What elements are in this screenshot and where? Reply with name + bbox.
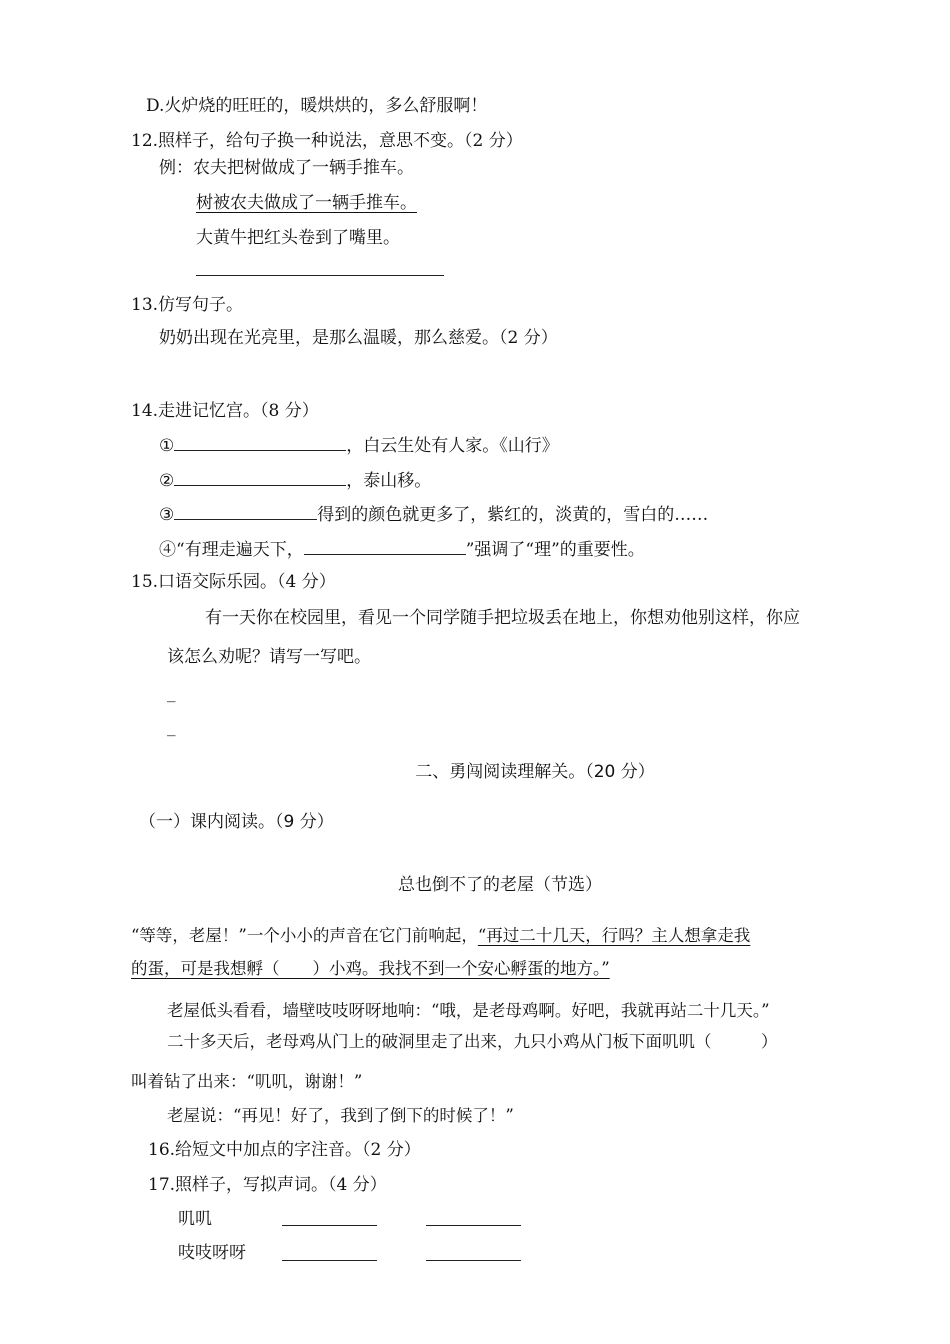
q17-title: 17.照样子，写拟声词。（4 分） [148,1175,387,1195]
passage-p2: 老屋低头看看，墙壁吱吱呀呀地响：“哦，是老母鸡啊。好吧，我就再站二十几天。” [167,1001,770,1020]
q17-word-1-blank-1[interactable] [282,1225,377,1226]
q14-item-1-text: ，白云生处有人家。《山行》 [346,436,559,456]
q14-item-4-post: ”强调了“理”的重要性。 [465,540,645,560]
passage-p3-line-1: 二十多天后，老母鸡从门上的破洞里走了出来，九只小鸡从门板下面叽叽（ ） [167,1032,778,1051]
q12-example: 例：农夫把树做成了一辆手推车。 [159,158,414,178]
q17-word-1-blank-2[interactable] [426,1225,521,1226]
passage-p1-b: “再过二十几天，行吗？主人想拿走我 [477,926,751,945]
q14-item-2-text: ，泰山移。 [346,471,432,491]
q13-sentence: 奶奶出现在光亮里，是那么温暖，那么慈爱。（2 分） [159,328,558,348]
q14-item-4-pre: ④“有理走遍天下， [159,540,304,560]
q14-item-3-blank[interactable] [174,503,317,520]
q14-title: 14.走进记忆宫。（8 分） [131,401,319,421]
q14-item-1-num: ① [159,436,175,456]
q14-item-2-num: ② [159,471,175,491]
q15-answer-line-1[interactable]: _ [167,683,176,703]
q12-task-sentence: 大黄牛把红头卷到了嘴里。 [196,228,400,248]
q12-title: 12.照样子，给句子换一种说法，意思不变。（2 分） [131,131,523,151]
passage-p1-line-2: 的蛋，可是我想孵（ ）小鸡。我找不到一个安心孵蛋的地方。” [131,959,610,978]
q14-item-3 [159,503,708,526]
q14-item-4-blank[interactable] [304,538,466,555]
q15-prompt-line-1: 有一天你在校园里，看见一个同学随手把垃圾丢在地上，你想劝他别这样，你应 [205,608,800,628]
q16-title: 16.给短文中加点的字注音。（2 分） [148,1140,421,1160]
q17-word-1: 叽叽 [178,1209,212,1229]
passage-p3-line-2: 叫着钻了出来：“叽叽，谢谢！” [131,1072,363,1091]
q12-example-answer: 树被农夫做成了一辆手推车。 [196,193,417,213]
q15-prompt-line-2: 该怎么劝呢？请写一写吧。 [167,647,371,667]
q14-item-1 [159,434,559,457]
q14-item-2 [159,469,431,492]
q15-title: 15.口语交际乐园。（4 分） [131,572,336,592]
passage-p1-line-1 [131,925,750,947]
q11-option-d: D.火炉烧的旺旺的，暖烘烘的，多么舒服啊！ [146,96,488,116]
q17-word-2-blank-2[interactable] [426,1260,521,1261]
q17-word-2-blank-1[interactable] [282,1260,377,1261]
q17-word-2: 吱吱呀呀 [178,1243,246,1263]
section-2-part-1: （一）课内阅读。（9 分） [139,812,334,832]
passage-title: 总也倒不了的老屋（节选） [398,875,602,895]
q13-title: 13.仿写句子。 [131,295,244,315]
q14-item-3-num: ③ [159,505,175,525]
q14-item-2-blank[interactable] [174,469,346,486]
section-2-title: 二、勇闯阅读理解关。（20 分） [415,762,655,782]
q12-answer-line[interactable] [196,275,444,276]
q14-item-4 [159,538,645,561]
q14-item-3-text: 得到的颜色就更多了，紫红的，淡黄的，雪白的…… [317,505,709,525]
q15-answer-line-2[interactable]: _ [167,717,176,737]
q14-item-1-blank[interactable] [174,434,346,451]
passage-p1-a: “等等，老屋！”一个小小的声音在它门前响起， [131,926,478,945]
passage-p4: 老屋说：“再见！好了，我到了倒下的时候了！” [167,1106,514,1125]
